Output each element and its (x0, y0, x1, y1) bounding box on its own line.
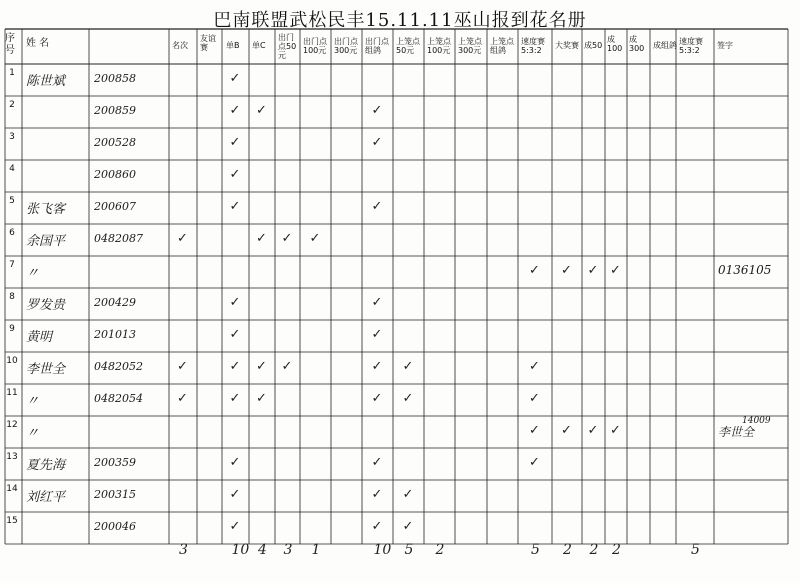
signature: 0136105 (718, 263, 772, 277)
column-header-up100: 上笼点100元 (427, 37, 451, 55)
check-mark: ✓ (371, 295, 383, 310)
column-header-name: 姓 名 (26, 38, 50, 49)
check-mark: ✓ (229, 135, 241, 150)
column-total-c100: 2 (589, 542, 599, 558)
column-total-out50: 4 (258, 542, 267, 558)
column-header-outgroup: 出门点组鸽 (365, 37, 389, 55)
participant-name: 〃 (26, 394, 40, 409)
check-mark: ✓ (229, 71, 241, 86)
check-mark: ✓ (402, 359, 414, 374)
check-mark: ✓ (371, 327, 383, 342)
column-header-speed1: 速度赛5:3:2 (521, 37, 545, 55)
check-mark: ✓ (229, 199, 241, 214)
check-mark: ✓ (256, 231, 267, 246)
row-number: 3 (9, 132, 15, 142)
ring-number: 200860 (94, 168, 136, 181)
row-number: 12 (6, 420, 18, 430)
row-number: 8 (9, 292, 15, 302)
column-header-out100: 出门点100元 (303, 37, 327, 55)
check-mark: ✓ (529, 423, 540, 438)
column-header-speed2: 速度赛5:3:2 (679, 37, 703, 55)
column-header-rank: 名次 (172, 41, 188, 50)
participant-name: 李世全 (26, 362, 66, 377)
column-header-c300: 成300 (629, 35, 645, 53)
check-mark: ✓ (309, 231, 321, 246)
check-mark: ✓ (402, 519, 414, 534)
column-header-seq: 序号 (5, 33, 15, 56)
column-header-upgroup: 上笼点组鸽 (490, 37, 514, 55)
column-header-grand: 大奖赛 (555, 41, 579, 50)
check-mark: ✓ (371, 199, 383, 214)
check-mark: ✓ (229, 327, 241, 342)
column-header-up50: 上笼点50元 (396, 37, 420, 55)
column-total-out300: 1 (311, 542, 321, 558)
column-header-danC: 单C (252, 41, 266, 50)
check-mark: ✓ (529, 359, 540, 374)
participant-name: 余国平 (26, 234, 66, 249)
participant-name: 夏先海 (26, 458, 66, 473)
check-mark: ✓ (610, 423, 621, 438)
ring-number: 200429 (94, 296, 136, 309)
participant-name: 〃 (26, 266, 40, 281)
check-mark: ✓ (529, 391, 540, 406)
check-mark: ✓ (229, 295, 241, 310)
row-number: 4 (9, 164, 15, 174)
check-mark: ✓ (529, 263, 540, 278)
check-mark: ✓ (177, 391, 188, 406)
row-number: 7 (9, 260, 15, 270)
column-total-up50: 10 (373, 542, 392, 558)
check-mark: ✓ (561, 263, 572, 278)
check-mark: ✓ (177, 231, 188, 246)
participant-name: 罗发贵 (26, 298, 66, 313)
document-title: 巴南联盟武松民丰15.11.11巫山报到花名册 (213, 10, 587, 31)
check-mark: ✓ (229, 359, 241, 374)
check-mark: ✓ (229, 103, 241, 118)
check-mark: ✓ (229, 487, 241, 502)
participant-name: 黄明 (26, 330, 53, 345)
check-mark: ✓ (587, 263, 599, 278)
row-number: 2 (9, 100, 15, 110)
check-mark: ✓ (229, 167, 241, 182)
check-mark: ✓ (371, 359, 383, 374)
column-header-sign: 签字 (717, 41, 733, 50)
check-mark: ✓ (371, 487, 383, 502)
check-mark: ✓ (371, 519, 383, 534)
row-number: 15 (6, 516, 18, 526)
column-total-friend: 3 (179, 542, 188, 558)
ring-number: 0482087 (94, 232, 143, 245)
check-mark: ✓ (371, 135, 383, 150)
signature-note: 14009 (742, 416, 771, 426)
check-mark: ✓ (177, 359, 188, 374)
participant-name: 陈世斌 (26, 74, 66, 89)
check-mark: ✓ (529, 455, 540, 470)
column-header-danB: 单B (226, 41, 240, 50)
check-mark: ✓ (256, 103, 267, 118)
ring-number: 200859 (94, 104, 136, 117)
ring-number: 201013 (94, 328, 136, 341)
check-mark: ✓ (371, 103, 383, 118)
participant-name: 〃 (26, 426, 40, 441)
column-total-grand: 5 (531, 542, 540, 558)
check-mark: ✓ (402, 487, 414, 502)
row-number: 5 (9, 196, 15, 206)
column-header-out300: 出门点300元 (334, 37, 358, 55)
row-number: 6 (9, 228, 15, 238)
check-mark: ✓ (256, 359, 267, 374)
check-mark: ✓ (610, 263, 621, 278)
ring-number: 0482054 (94, 392, 143, 405)
check-mark: ✓ (402, 391, 414, 406)
ring-number: 200359 (94, 456, 136, 469)
check-mark: ✓ (371, 455, 383, 470)
check-mark: ✓ (229, 455, 241, 470)
ring-number: 200046 (94, 520, 136, 533)
row-number: 10 (6, 356, 18, 366)
column-total-c300: 2 (612, 542, 621, 558)
column-total-up300: 2 (435, 542, 445, 558)
column-header-c100: 成100 (607, 35, 623, 53)
column-total-danC: 10 (231, 542, 250, 558)
ring-number: 200528 (94, 136, 136, 149)
participant-name: 刘红平 (26, 490, 66, 505)
row-number: 14 (6, 484, 18, 494)
column-header-up300: 上笼点300元 (458, 37, 482, 55)
ring-number: 200315 (94, 488, 136, 501)
column-header-out50: 出门点50元 (278, 33, 297, 60)
column-total-c50: 2 (563, 542, 572, 558)
column-total-sign: 5 (691, 542, 700, 558)
row-number: 1 (9, 68, 15, 78)
check-mark: ✓ (281, 359, 293, 374)
column-total-out100: 3 (283, 542, 293, 558)
ring-number: 200858 (94, 72, 136, 85)
participant-name: 张飞客 (26, 202, 66, 217)
row-number: 13 (6, 452, 18, 462)
check-mark: ✓ (281, 231, 293, 246)
row-number: 11 (6, 388, 18, 398)
check-mark: ✓ (229, 519, 241, 534)
signature: 李世全 (718, 425, 755, 439)
column-total-up100: 5 (404, 542, 414, 558)
check-mark: ✓ (587, 423, 599, 438)
check-mark: ✓ (371, 391, 383, 406)
column-header-friend: 友谊赛 (200, 34, 216, 52)
column-header-cgroup: 成组鸽 (653, 41, 677, 50)
ring-number: 200607 (94, 200, 136, 213)
check-mark: ✓ (561, 423, 572, 438)
row-number: 9 (9, 324, 15, 334)
check-mark: ✓ (229, 391, 241, 406)
column-header-c50: 成50 (584, 41, 603, 50)
ring-number: 0482052 (94, 360, 143, 373)
check-mark: ✓ (256, 391, 267, 406)
